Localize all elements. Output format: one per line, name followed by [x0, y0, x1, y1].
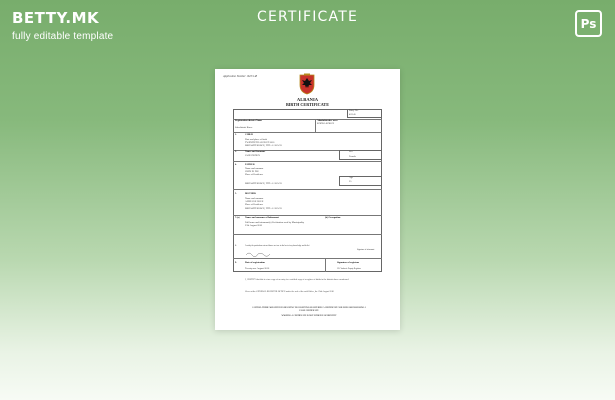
section-title: CHILD — [245, 133, 253, 136]
certification-text: I certify the particulars entered above are true to the best of my knowledge and belief — [245, 245, 310, 247]
col-divider — [315, 119, 316, 132]
section-number: 2. — [235, 150, 237, 153]
photoshop-icon: Ps — [575, 10, 602, 37]
section-line: Date and place of birth — [245, 138, 267, 141]
section-line: JOHN ZJ FRI — [245, 170, 259, 173]
row-divider — [233, 161, 382, 162]
section-line: BRDAMIT KORCE, TITL A/ 26/5/33 — [245, 182, 282, 185]
section-line: Name and surname — [245, 167, 264, 170]
document-title: BIRTH CERTIFICATE — [285, 102, 330, 107]
section-title: Name and Surname — [245, 150, 266, 153]
caution-notice: CAUTION: THERE ARE OFFENCES RELATING TO FALSIFYING OR ALTERING A CERTIFICATE AND USING OR POSSESSING A FALSE CERTIFICATE — [252, 307, 366, 312]
certificate-preview — [215, 69, 400, 330]
signature-label: Signature of informant — [357, 249, 375, 251]
admin-label: Administrative area — [317, 119, 338, 122]
brand-tagline: fully editable template — [12, 31, 114, 42]
section-line: 27th August 2016 — [245, 224, 263, 227]
section-number: 4. — [235, 163, 237, 166]
section-title: MOTHER — [245, 192, 256, 195]
section-line: Full home and informant(s) Verification used by Municipality — [245, 221, 305, 224]
document-country: ALBANIA — [296, 97, 319, 102]
section-line: ANNE JOE HAVE — [245, 200, 264, 203]
section-line: TWENTIETH AUGUST 2016 — [245, 141, 275, 144]
entry-label: Entry No. — [349, 109, 359, 112]
warning-notice: WARNING: A CERTIFICATE IS NOT EVIDENCE OF IDENTITY — [281, 315, 337, 317]
page-title: CERTIFICATE — [256, 9, 359, 25]
registrar-value: J.D. Vaskovic Deputy Registrar — [337, 268, 361, 270]
brand-logo: BETTY.MK — [12, 9, 100, 27]
age-box — [339, 176, 382, 186]
signature-mark — [245, 251, 271, 257]
row-divider — [233, 132, 382, 133]
certification-footer-line: I, CERTIFY that this is a true copy of an entry in a certified copy of a register of births in the district above mentioned. — [245, 279, 350, 281]
section-title: Name and surname of Informant — [245, 216, 279, 219]
registration-label: Registration district Name — [235, 119, 263, 122]
section-line: Place of Residence — [245, 173, 264, 176]
section-line: Twenty-one August 2016 — [245, 267, 270, 270]
sex-value: Female — [349, 155, 357, 158]
section-line: JANE DEDUN — [245, 154, 260, 157]
section-line: BRDAMIT KORCE, TITL A/ 26/5/33 — [245, 144, 282, 147]
section-title: FATHER — [245, 163, 255, 166]
section-number: 9. — [235, 261, 237, 264]
section-number: 1. — [235, 133, 237, 136]
section-line: BRDAMIT KORCE, TITL A/ 26/5/33 — [245, 207, 282, 210]
occupation-label: (b) Occupation — [325, 216, 341, 219]
age-value: 35 — [349, 180, 352, 183]
certification-footer-line: Given at the GENERAL REGISTER OFFICE under the seal of the said Office, the 25th August 2016 — [245, 291, 334, 293]
admin-value: KODRA KORCE — [317, 122, 335, 125]
row-divider — [233, 189, 382, 190]
sex-box — [339, 150, 382, 160]
application-number: Application Number 1625/148 — [223, 75, 258, 78]
section-title: Date of registration — [245, 261, 265, 264]
section-line: Name and surname — [245, 197, 264, 200]
registrar-label: Signature of registrar — [337, 261, 360, 264]
row-divider — [233, 234, 382, 235]
entry-value: 42/145 — [349, 113, 356, 116]
section-number: 8. — [235, 244, 237, 247]
age-label: Age — [349, 176, 353, 179]
col-divider — [325, 258, 326, 272]
section-number: 7.(a) — [235, 216, 240, 219]
section-number: 5. — [235, 192, 237, 195]
eagle-emblem-icon — [297, 73, 317, 95]
row-divider — [233, 258, 382, 259]
section-line: Place of Residence — [245, 203, 264, 206]
registration-value: Sub-district Korce — [235, 126, 253, 129]
sex-label: Sex — [349, 150, 353, 153]
